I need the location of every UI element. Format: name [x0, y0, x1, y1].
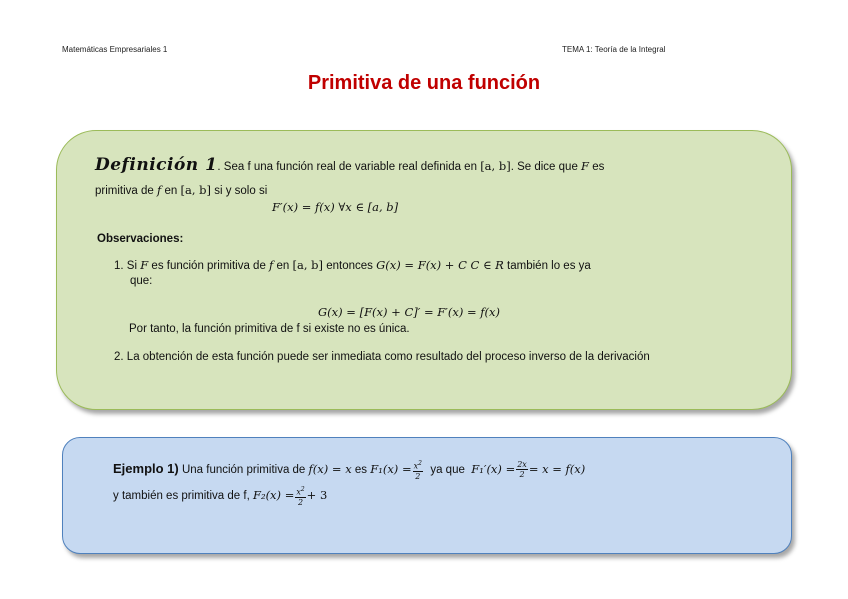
symbol-F: F: [581, 159, 590, 173]
fraction-2x-over-2: [516, 460, 528, 479]
definition-line2-text1: primitiva de: [95, 185, 154, 197]
obs1-text6: que:: [130, 275, 153, 287]
definition-line-1: [95, 155, 605, 175]
definition-intro-3: es: [592, 161, 605, 173]
obs1-equation: G(x) = [F(x) + C]′ = F′(x) = f(x): [318, 305, 501, 319]
example-F1-prime: F₁′(x) =: [471, 462, 516, 476]
interval-a-b: [a, b]: [292, 258, 324, 272]
header-course: Matemáticas Empresariales 1: [62, 45, 168, 54]
fraction-numerator: 2x: [517, 460, 527, 470]
definition-line2-text2: en: [164, 185, 178, 197]
obs2-number: 2.: [114, 351, 124, 363]
exponent: 2: [418, 460, 422, 468]
definition-line2-text3: si y solo si: [214, 185, 268, 197]
interval-a-b: [a, b]: [480, 159, 511, 173]
symbol-f: f: [157, 183, 162, 197]
definition-label: Definición 1: [95, 155, 218, 175]
observation-1-line-1: [114, 258, 591, 273]
example-F1: F₁(x) =: [370, 462, 412, 476]
definition-intro-1: . Sea f una función real de variable real definida en: [217, 161, 477, 173]
example-fx: f(x) = x: [308, 462, 352, 476]
fraction-x2-over-2: [295, 485, 305, 507]
fraction-x2-over-2: [413, 459, 423, 481]
example-eq-tail: = x = f(x): [528, 462, 586, 476]
obs1-text3: en: [276, 260, 290, 272]
exponent: 2: [300, 486, 305, 494]
example-text2: es: [354, 464, 368, 476]
example-label: Ejemplo 1): [113, 461, 179, 476]
fraction-denominator: 2: [519, 470, 525, 480]
example-text3: ya que: [430, 464, 465, 476]
observation-2: [114, 350, 650, 364]
example-plus-3: + 3: [306, 488, 328, 502]
example-line-1: [113, 459, 585, 481]
definition-formula: F′(x) = f(x) ∀x ∈ [a, b]: [272, 200, 399, 214]
fraction-denominator: 2: [297, 497, 304, 507]
obs1-formula: G(x) = F(x) + C C ∈ R: [376, 258, 504, 272]
fraction-numerator: x: [296, 487, 301, 497]
symbol-F: F: [140, 258, 149, 272]
obs1-number: 1.: [114, 260, 124, 272]
obs1-text5: también lo es ya: [507, 260, 591, 272]
obs1-text2: es función primitiva de: [151, 260, 266, 272]
example-text1: Una función primitiva de: [181, 464, 306, 476]
interval-a-b: [a, b]: [180, 183, 211, 197]
symbol-f: f: [269, 258, 274, 272]
obs1-conclusion: Por tanto, la función primitiva de f si existe no es única.: [129, 323, 410, 335]
observations-title: Observaciones:: [97, 233, 184, 245]
definition-line-2: [95, 183, 267, 198]
fraction-numerator: x: [413, 461, 419, 471]
obs1-text4: entonces: [326, 260, 373, 272]
fraction-denominator: 2: [415, 471, 421, 481]
obs2-text: La obtención de esta función puede ser inmediata como resultado del proceso inverso de la derivación: [126, 351, 650, 363]
definition-intro-2: . Se dice que: [510, 161, 578, 173]
header-topic: TEMA 1: Teoría de la Integral: [562, 45, 666, 54]
obs1-text1: Si: [126, 260, 138, 272]
page-title: Primitiva de una función: [307, 72, 541, 94]
example-F2: F₂(x) =: [252, 488, 295, 502]
example-line-2: [113, 485, 327, 507]
example-text4: y también es primitiva de f,: [113, 490, 250, 502]
